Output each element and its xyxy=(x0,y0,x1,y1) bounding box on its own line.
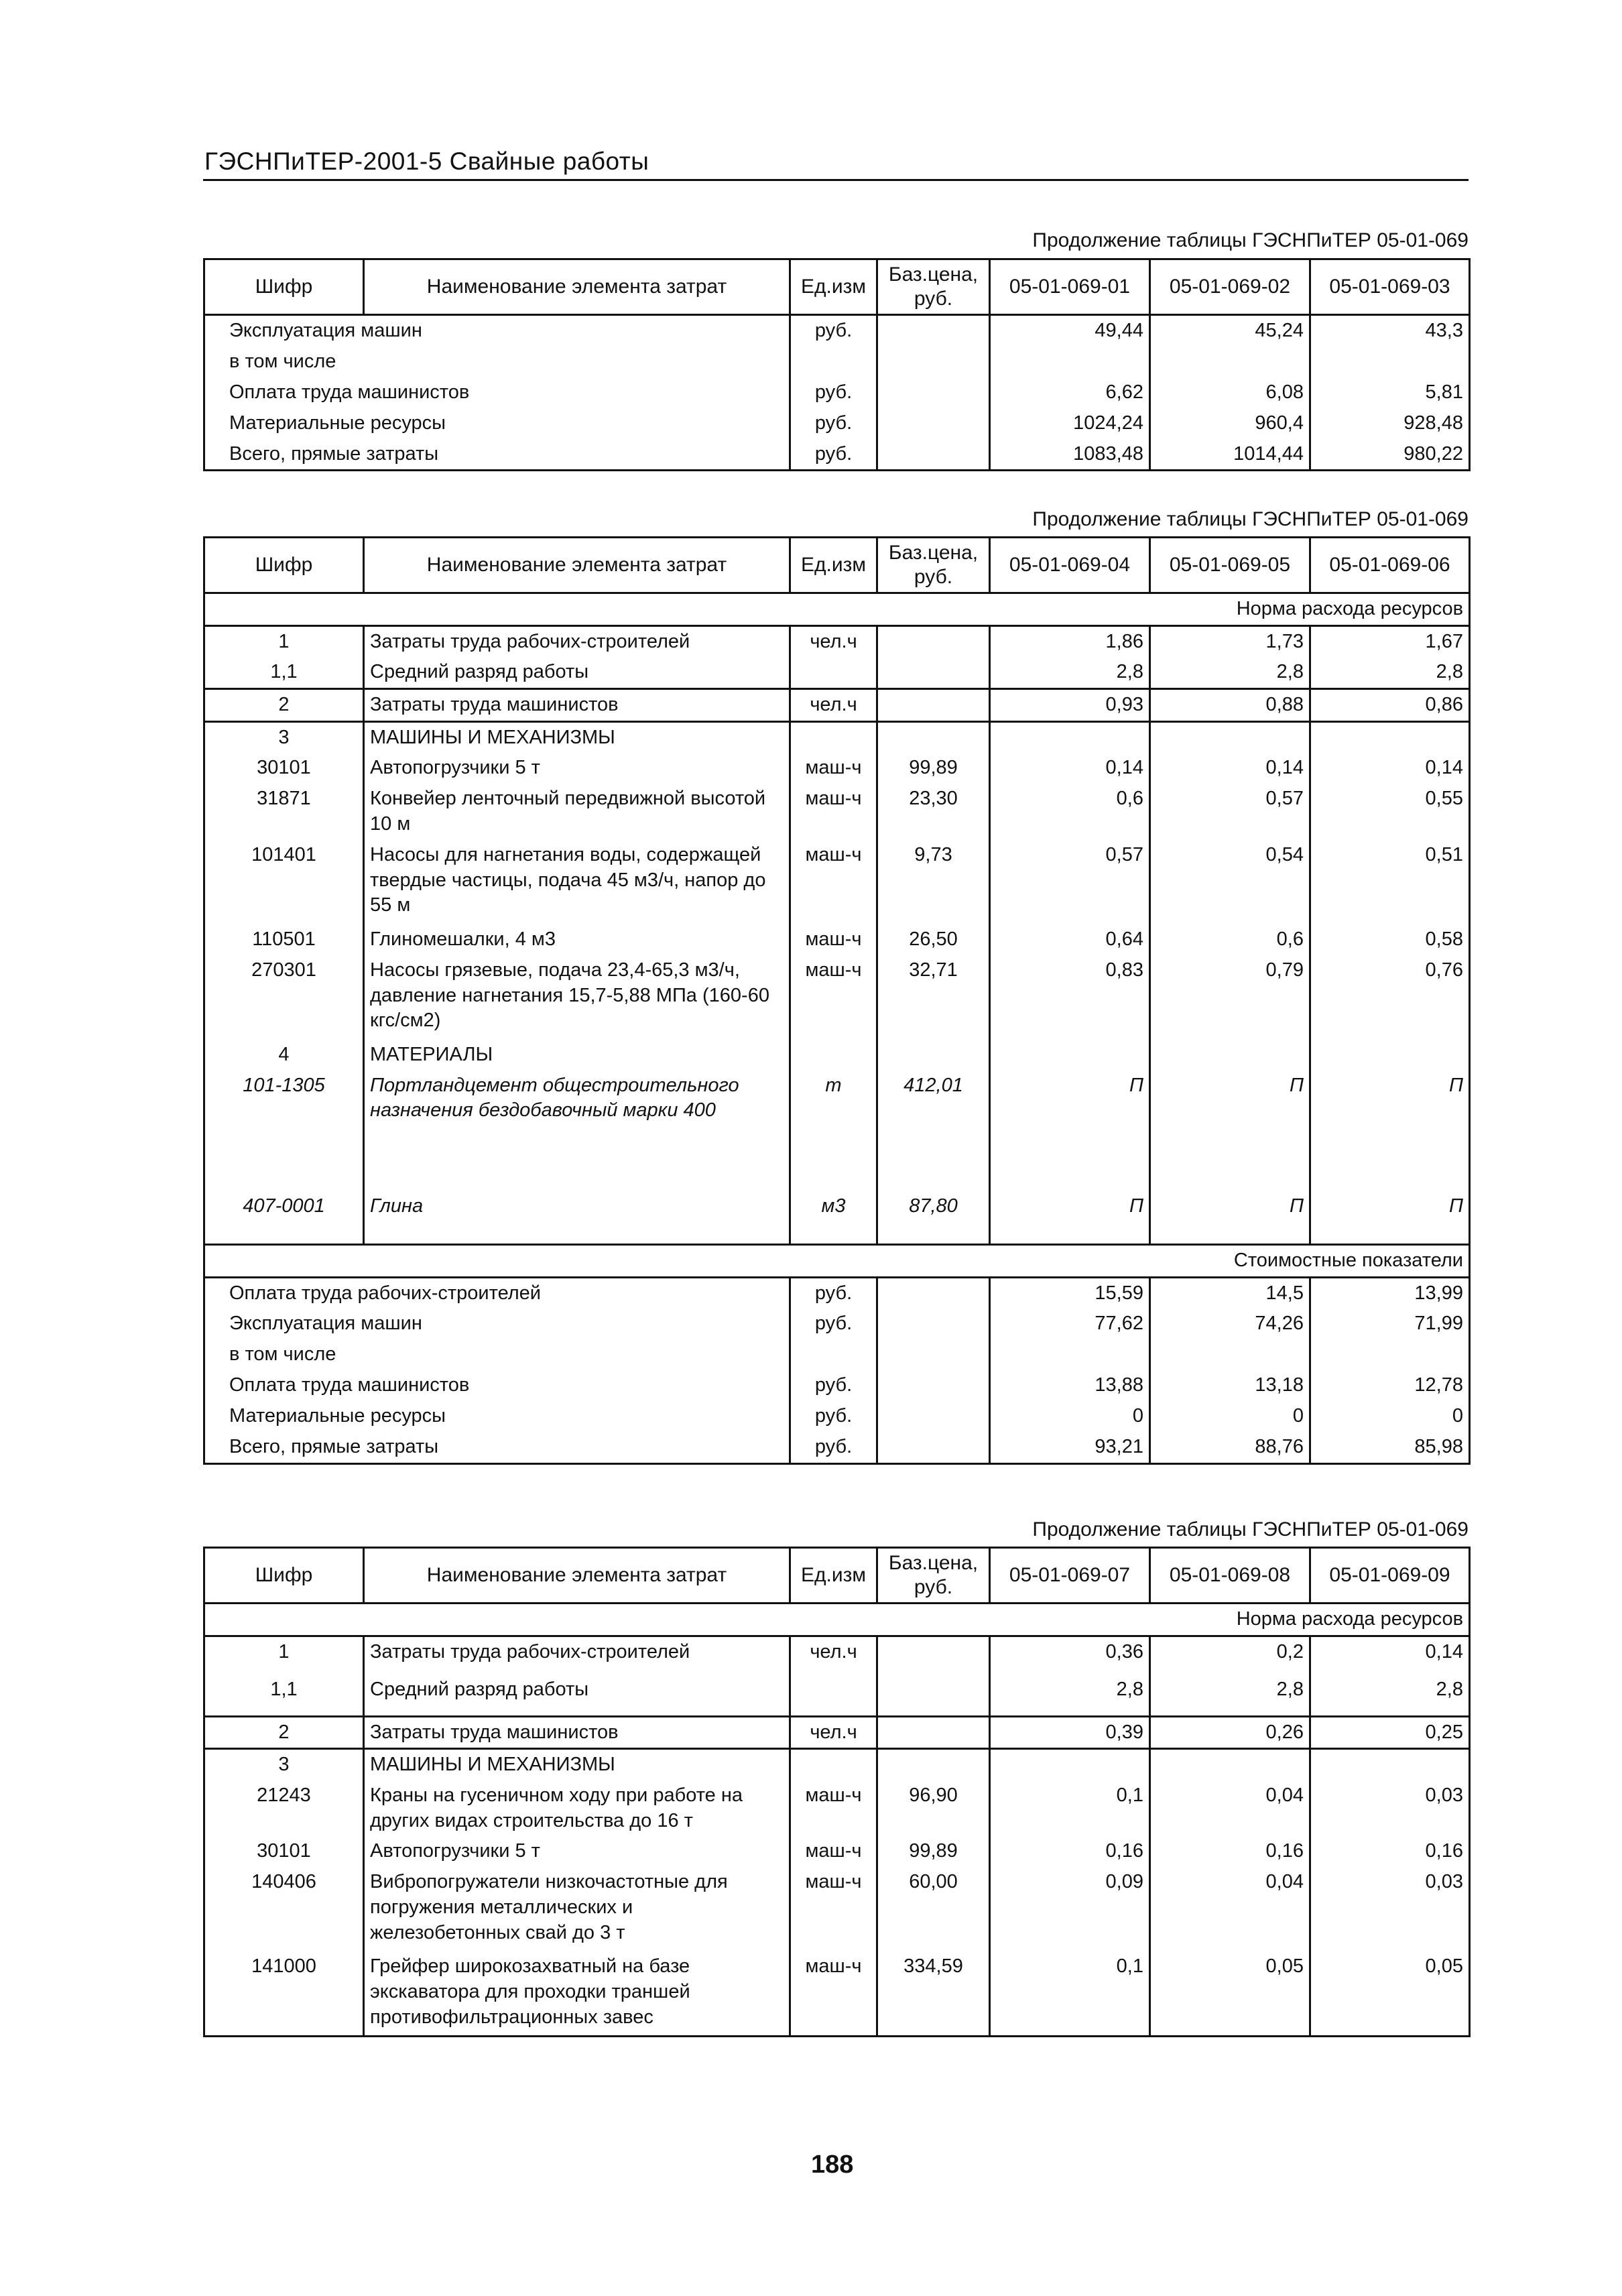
resource-name: Затраты труда машинистов xyxy=(364,1716,790,1749)
cost-row-value: 1083,48 xyxy=(990,439,1150,471)
cost-row-value: 13,99 xyxy=(1414,1282,1463,1304)
resource-name: Насосы грязевые, подача 23,4-65,3 м3/ч, давление нагнетания 15,7-5,88 МПа (160-60 кгс/см2) xyxy=(364,955,790,1040)
resource-unit: чел.ч xyxy=(790,689,877,722)
resource-row xyxy=(204,689,1470,722)
resource-price xyxy=(877,689,990,722)
col-header-code: Шифр xyxy=(204,1548,364,1604)
resource-value xyxy=(1150,721,1310,753)
resource-code: 2 xyxy=(204,1716,364,1749)
resource-value: 0,79 xyxy=(1150,955,1310,1040)
cost-row-value: 13,18 xyxy=(1150,1370,1310,1401)
cost-row-price xyxy=(877,1401,990,1432)
resource-code: 1 xyxy=(204,1636,364,1675)
cost-row-unit xyxy=(790,1339,877,1370)
resource-row xyxy=(204,924,1470,955)
cost-row-value: 1024,24 xyxy=(990,408,1150,439)
cost-row-price xyxy=(877,1339,990,1370)
resource-code: 1,1 xyxy=(204,1675,364,1716)
cost-table-1 xyxy=(203,258,1471,471)
cost-row xyxy=(204,377,1470,408)
resource-name: Краны на гусеничном ходу при работе на других видах строительства до 16 т xyxy=(364,1780,790,1836)
col-header-price: Баз.цена, руб. xyxy=(877,538,990,593)
resource-unit: т xyxy=(790,1071,877,1191)
resource-unit: м3 xyxy=(790,1191,877,1245)
cost-row-value: 71,99 xyxy=(1414,1313,1463,1335)
cost-row-label: Всего, прямые затраты xyxy=(204,1432,790,1463)
resource-price xyxy=(877,1040,990,1071)
resource-value: 0,14 xyxy=(1150,753,1310,784)
resource-value xyxy=(990,721,1150,753)
resource-value: 0,1 xyxy=(990,1780,1150,1836)
col-header-name: Наименование элемента затрат xyxy=(364,1548,790,1604)
resource-code: 141000 xyxy=(204,1951,364,2036)
page-number: 188 xyxy=(811,2151,854,2179)
resource-value xyxy=(1310,1749,1470,1780)
resource-value xyxy=(1150,1040,1310,1071)
resource-value: 0,14 xyxy=(1425,757,1463,779)
resource-price: 99,89 xyxy=(877,753,990,784)
cost-row-value xyxy=(1150,1339,1310,1370)
cost-row-unit: руб. xyxy=(790,1370,877,1401)
col-header-code: Шифр xyxy=(204,538,364,593)
cost-row-value: 15,59 xyxy=(990,1277,1150,1309)
resource-value: 0,14 xyxy=(990,753,1150,784)
resource-value: П xyxy=(990,1191,1150,1245)
cost-row-value: 0 xyxy=(1150,1401,1310,1432)
resource-code: 101-1305 xyxy=(204,1071,364,1191)
col-header-variant: 05-01-069-07 xyxy=(990,1548,1150,1604)
resource-row xyxy=(204,955,1470,1040)
resource-unit: маш-ч xyxy=(790,1951,877,2036)
cost-row-value: 13,88 xyxy=(990,1370,1150,1401)
resource-value: 0,64 xyxy=(990,924,1150,955)
cost-row-price xyxy=(877,408,990,439)
resource-value: 0,16 xyxy=(1150,1836,1310,1867)
resource-value: 0,26 xyxy=(1150,1716,1310,1749)
cost-row-label: Оплата труда рабочих-строителей xyxy=(204,1277,790,1309)
resource-row xyxy=(204,1071,1470,1191)
col-header-variant: 05-01-069-03 xyxy=(1310,259,1470,315)
resource-value: 0,09 xyxy=(990,1867,1150,1951)
cost-row-label: Материальные ресурсы xyxy=(204,1401,790,1432)
table2-caption: Продолжение таблицы ГЭСНПиТЕР 05-01-069 xyxy=(1032,508,1469,530)
resource-unit: маш-ч xyxy=(790,955,877,1040)
norm-header-label: Норма расхода ресурсов xyxy=(204,593,1470,626)
col-header-price: Баз.цена, руб. xyxy=(877,1548,990,1604)
resource-code: 3 xyxy=(204,721,364,753)
cost-row-value xyxy=(1310,1339,1470,1370)
col-header-code: Шифр xyxy=(204,259,364,315)
cost-row-unit xyxy=(790,347,877,377)
resource-value: 0,6 xyxy=(990,784,1150,839)
cost-row xyxy=(204,1432,1470,1463)
resource-row xyxy=(204,1836,1470,1867)
resource-row xyxy=(204,657,1470,688)
col-header-unit: Ед.изм xyxy=(790,1548,877,1604)
resource-unit xyxy=(790,657,877,688)
resource-price: 87,80 xyxy=(877,1191,990,1245)
cost-row-value: 0 xyxy=(990,1401,1150,1432)
cost-row-value xyxy=(1310,347,1470,377)
resource-name: Вибропогружатели низкочастотные для погружения металлических и железобетонных свай до 3 т xyxy=(364,1867,790,1951)
col-header-name: Наименование элемента затрат xyxy=(364,259,790,315)
cost-row-unit: руб. xyxy=(790,1277,877,1309)
resource-value: 0,6 xyxy=(1150,924,1310,955)
resource-value: 0,58 xyxy=(1425,928,1463,950)
resource-name: Затраты труда рабочих-строителей xyxy=(364,625,790,657)
resource-row xyxy=(204,1867,1470,1951)
resource-price: 99,89 xyxy=(877,1836,990,1867)
cost-row xyxy=(204,1309,1470,1339)
norm-header-label: Норма расхода ресурсов xyxy=(204,1604,1470,1636)
cost-row-label: Оплата труда машинистов xyxy=(204,1370,790,1401)
resource-unit xyxy=(790,1040,877,1071)
resource-value: 2,8 xyxy=(1436,661,1463,683)
resource-row xyxy=(204,1780,1470,1836)
cost-row xyxy=(204,1401,1470,1432)
resource-value xyxy=(1310,721,1470,753)
resource-value: П xyxy=(1448,1195,1463,1217)
resource-row xyxy=(204,1675,1470,1716)
resource-value: 0,57 xyxy=(990,840,1150,924)
cost-row-price xyxy=(877,1277,990,1309)
cost-row xyxy=(204,408,1470,439)
cost-row-value: 77,62 xyxy=(990,1309,1150,1339)
col-header-price: Баз.цена, руб. xyxy=(877,259,990,315)
cost-table-2 xyxy=(203,536,1471,1465)
cost-row-value: 6,08 xyxy=(1150,377,1310,408)
resource-code: 101401 xyxy=(204,840,364,924)
resource-price: 96,90 xyxy=(877,1780,990,1836)
cost-row-value: 6,62 xyxy=(990,377,1150,408)
resource-price: 9,73 xyxy=(877,840,990,924)
cost-row xyxy=(204,315,1470,347)
resource-unit xyxy=(790,721,877,753)
cost-row-value: 960,4 xyxy=(1150,408,1310,439)
col-header-variant: 05-01-069-01 xyxy=(990,259,1150,315)
resource-value: 2,8 xyxy=(1150,657,1310,688)
cost-row-value: 12,78 xyxy=(1414,1374,1463,1396)
resource-price: 334,59 xyxy=(877,1951,990,2036)
cost-row-label: Эксплуатация машин xyxy=(204,1309,790,1339)
cost-row-value: 85,98 xyxy=(1414,1436,1463,1458)
cost-row-price xyxy=(877,1309,990,1339)
cost-row xyxy=(204,1339,1470,1370)
resource-unit: чел.ч xyxy=(790,1636,877,1675)
resource-unit: маш-ч xyxy=(790,784,877,839)
resource-value: 0,88 xyxy=(1150,689,1310,722)
resource-price xyxy=(877,1749,990,1780)
resource-row xyxy=(204,625,1470,657)
resource-row xyxy=(204,840,1470,924)
resource-value xyxy=(1310,1040,1470,1071)
resource-value xyxy=(1150,1749,1310,1780)
resource-value: 0,2 xyxy=(1150,1636,1310,1675)
col-header-variant: 05-01-069-02 xyxy=(1150,259,1310,315)
resource-value: 0,04 xyxy=(1150,1780,1310,1836)
resource-value: 0,05 xyxy=(1425,1955,1463,1978)
resource-price xyxy=(877,1716,990,1749)
resource-name: Затраты труда рабочих-строителей xyxy=(364,1636,790,1675)
resource-row xyxy=(204,784,1470,839)
resource-value: 0,16 xyxy=(1425,1840,1463,1862)
cost-row-unit: руб. xyxy=(790,377,877,408)
col-header-name: Наименование элемента затрат xyxy=(364,538,790,593)
cost-row-value: 45,24 xyxy=(1150,315,1310,347)
resource-code: 407-0001 xyxy=(204,1191,364,1245)
resource-code: 1 xyxy=(204,625,364,657)
resource-value: 0,55 xyxy=(1425,788,1463,810)
resource-value: 0,05 xyxy=(1150,1951,1310,2036)
cost-row-label: Материальные ресурсы xyxy=(204,408,790,439)
resource-name: Насосы для нагнетания воды, содержащей твердые частицы, подача 45 м3/ч, напор до 55 м xyxy=(364,840,790,924)
resource-value: 1,73 xyxy=(1150,625,1310,657)
col-header-variant: 05-01-069-06 xyxy=(1310,538,1470,593)
resource-value: П xyxy=(1150,1071,1310,1191)
resource-value: П xyxy=(990,1071,1150,1191)
cost-row-value: 5,81 xyxy=(1425,381,1463,403)
resource-value: 0,25 xyxy=(1310,1716,1470,1749)
cost-row-value: 1014,44 xyxy=(1150,439,1310,471)
cost-row-value: 49,44 xyxy=(990,315,1150,347)
resource-code: 4 xyxy=(204,1040,364,1071)
resource-row xyxy=(204,1951,1470,2036)
cost-row-price xyxy=(877,347,990,377)
cost-row-unit: руб. xyxy=(790,1432,877,1463)
col-header-variant: 05-01-069-04 xyxy=(990,538,1150,593)
cost-row-unit: руб. xyxy=(790,315,877,347)
cost-row-value: 88,76 xyxy=(1150,1432,1310,1463)
cost-row-label: Оплата труда машинистов xyxy=(204,377,790,408)
cost-header-label: Стоимостные показатели xyxy=(204,1245,1470,1278)
resource-code: 3 xyxy=(204,1749,364,1780)
resource-name: МАШИНЫ И МЕХАНИЗМЫ xyxy=(364,721,790,753)
resource-row xyxy=(204,1040,1470,1071)
resource-row xyxy=(204,1716,1470,1749)
table3-caption: Продолжение таблицы ГЭСНПиТЕР 05-01-069 xyxy=(1032,1518,1469,1540)
resource-value xyxy=(990,1749,1150,1780)
resource-value: 0,54 xyxy=(1150,840,1310,924)
cost-header xyxy=(204,1245,1470,1278)
resource-name: МАТЕРИАЛЫ xyxy=(364,1040,790,1071)
cost-row-label: в том числе xyxy=(204,347,790,377)
resource-name: МАШИНЫ И МЕХАНИЗМЫ xyxy=(364,1749,790,1780)
col-header-unit: Ед.изм xyxy=(790,259,877,315)
resource-row xyxy=(204,753,1470,784)
cost-row-value: 74,26 xyxy=(1150,1309,1310,1339)
resource-code: 1,1 xyxy=(204,657,364,688)
resource-price: 412,01 xyxy=(877,1071,990,1191)
cost-row-price xyxy=(877,377,990,408)
cost-row-value: 14,5 xyxy=(1150,1277,1310,1309)
resource-value: П xyxy=(1448,1074,1463,1096)
cost-row-value: 43,3 xyxy=(1425,320,1463,341)
resource-value xyxy=(990,1040,1150,1071)
resource-value: 2,8 xyxy=(990,657,1150,688)
resource-value: 0,93 xyxy=(990,689,1150,722)
resource-unit: маш-ч xyxy=(790,840,877,924)
resource-row xyxy=(204,1636,1470,1675)
resource-value: 0,16 xyxy=(990,1836,1150,1867)
resource-value: 0,03 xyxy=(1425,1785,1463,1807)
resource-value: 2,8 xyxy=(990,1675,1150,1716)
resource-name: Конвейер ленточный передвижной высотой 10 м xyxy=(364,784,790,839)
resource-code: 30101 xyxy=(204,1836,364,1867)
resource-price: 32,71 xyxy=(877,955,990,1040)
resource-unit: маш-ч xyxy=(790,1836,877,1867)
cost-row xyxy=(204,347,1470,377)
cost-row-label: Всего, прямые затраты xyxy=(204,439,790,471)
resource-price: 60,00 xyxy=(877,1867,990,1951)
resource-row xyxy=(204,721,1470,753)
resource-code: 2 xyxy=(204,689,364,722)
cost-row-price xyxy=(877,439,990,471)
resource-price xyxy=(877,1675,990,1716)
resource-code: 270301 xyxy=(204,955,364,1040)
cost-row-unit: руб. xyxy=(790,1309,877,1339)
resource-unit: маш-ч xyxy=(790,1780,877,1836)
cost-row xyxy=(204,1277,1470,1309)
cost-row-value xyxy=(990,1339,1150,1370)
cost-row-unit: руб. xyxy=(790,408,877,439)
resource-price xyxy=(877,1636,990,1675)
resource-value: 0,76 xyxy=(1425,959,1463,981)
resource-unit: маш-ч xyxy=(790,1867,877,1951)
cost-row xyxy=(204,439,1470,471)
resource-value: 1,86 xyxy=(990,625,1150,657)
resource-value: 0,36 xyxy=(990,1636,1150,1675)
col-header-variant: 05-01-069-09 xyxy=(1310,1548,1470,1604)
resource-value: 0,04 xyxy=(1150,1867,1310,1951)
resource-value: 0,1 xyxy=(990,1951,1150,2036)
resource-value: 1,67 xyxy=(1425,630,1463,652)
resource-value: 0,57 xyxy=(1150,784,1310,839)
resource-value: 0,51 xyxy=(1425,843,1463,865)
resource-value: 2,8 xyxy=(1150,1675,1310,1716)
resource-value: 0,14 xyxy=(1425,1640,1463,1663)
cost-row-unit: руб. xyxy=(790,1401,877,1432)
resource-unit: чел.ч xyxy=(790,625,877,657)
resource-name: Средний разряд работы xyxy=(364,1675,790,1716)
col-header-variant: 05-01-069-05 xyxy=(1150,538,1310,593)
resource-name: Автопогрузчики 5 т xyxy=(364,1836,790,1867)
table1-caption: Продолжение таблицы ГЭСНПиТЕР 05-01-069 xyxy=(1032,229,1469,251)
resource-name: Автопогрузчики 5 т xyxy=(364,753,790,784)
cost-row-label: в том числе xyxy=(204,1339,790,1370)
cost-row-unit: руб. xyxy=(790,439,877,471)
cost-row-value: 980,22 xyxy=(1403,442,1463,465)
norm-header xyxy=(204,1604,1470,1636)
resource-unit: чел.ч xyxy=(790,1716,877,1749)
cost-row-price xyxy=(877,315,990,347)
resource-code: 21243 xyxy=(204,1780,364,1836)
cost-row-value: 93,21 xyxy=(990,1432,1150,1463)
cost-row xyxy=(204,1370,1470,1401)
resource-price: 23,30 xyxy=(877,784,990,839)
resource-unit xyxy=(790,1749,877,1780)
norm-header xyxy=(204,593,1470,626)
cost-row-value: 928,48 xyxy=(1403,412,1463,434)
resource-code: 140406 xyxy=(204,1867,364,1951)
resource-price xyxy=(877,657,990,688)
resource-price xyxy=(877,625,990,657)
resource-price xyxy=(877,721,990,753)
resource-value: 2,8 xyxy=(1436,1679,1463,1701)
resource-value: 0,83 xyxy=(990,955,1150,1040)
resource-unit: маш-ч xyxy=(790,924,877,955)
resource-price: 26,50 xyxy=(877,924,990,955)
resource-unit: маш-ч xyxy=(790,753,877,784)
resource-code: 30101 xyxy=(204,753,364,784)
resource-value: 0,39 xyxy=(990,1716,1150,1749)
resource-value: 0,86 xyxy=(1310,689,1470,722)
cost-row-value: 0 xyxy=(1452,1405,1463,1427)
resource-name: Портландцемент общестроительного назначения бездобавочный марки 400 xyxy=(364,1071,790,1191)
cost-row-price xyxy=(877,1432,990,1463)
col-header-variant: 05-01-069-08 xyxy=(1150,1548,1310,1604)
cost-row-value xyxy=(990,347,1150,377)
cost-row-value xyxy=(1150,347,1310,377)
resource-name: Затраты труда машинистов xyxy=(364,689,790,722)
header-divider xyxy=(203,179,1469,181)
resource-row xyxy=(204,1191,1470,1245)
cost-row-price xyxy=(877,1370,990,1401)
resource-name: Средний разряд работы xyxy=(364,657,790,688)
resource-value: П xyxy=(1150,1191,1310,1245)
resource-code: 110501 xyxy=(204,924,364,955)
resource-name: Грейфер широкозахватный на базе экскаватора для проходки траншей противофильтрационных завес xyxy=(364,1951,790,2036)
resource-unit xyxy=(790,1675,877,1716)
cost-row-label: Эксплуатация машин xyxy=(204,315,790,347)
resource-row xyxy=(204,1749,1470,1780)
resource-name: Глиномешалки, 4 м3 xyxy=(364,924,790,955)
cost-table-3 xyxy=(203,1547,1471,2037)
col-header-unit: Ед.изм xyxy=(790,538,877,593)
document-header-title: ГЭСНПиТЕР-2001-5 Свайные работы xyxy=(204,147,649,175)
resource-code: 31871 xyxy=(204,784,364,839)
resource-value: 0,03 xyxy=(1425,1871,1463,1893)
resource-name: Глина xyxy=(364,1191,790,1245)
